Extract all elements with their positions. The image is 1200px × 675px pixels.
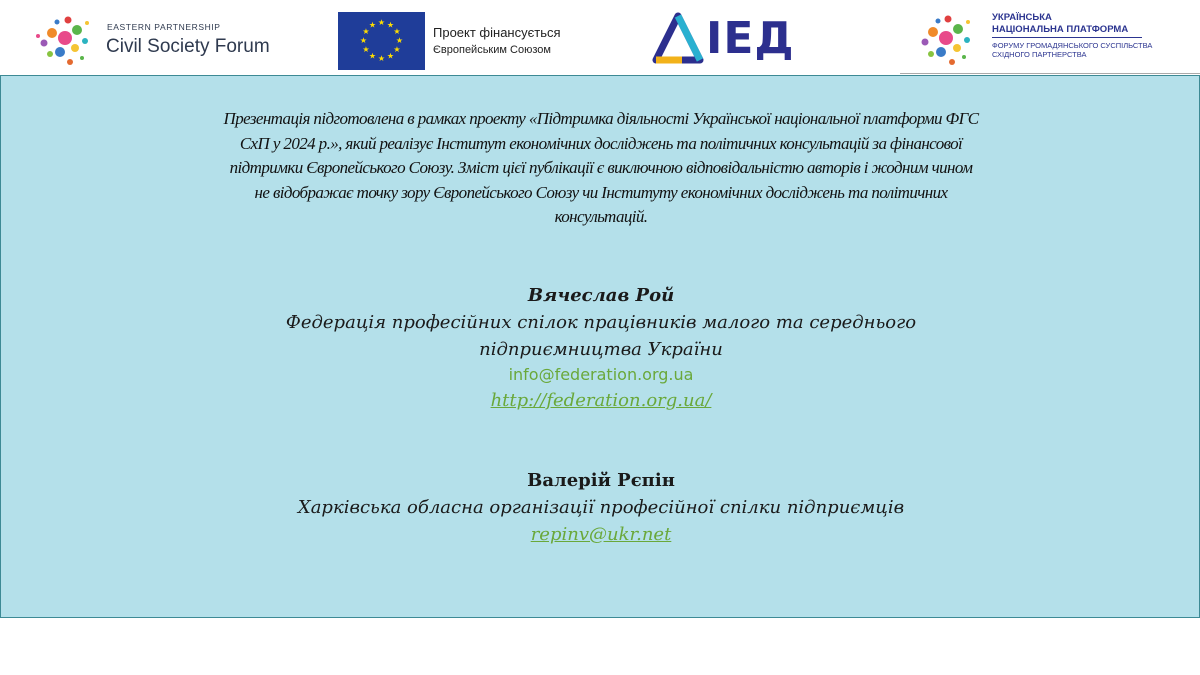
csf-dots-icon [30, 8, 100, 70]
svg-text:★: ★ [377, 54, 386, 63]
svg-text:★: ★ [386, 20, 395, 30]
contact-name: Валерій Рєпін [527, 470, 675, 491]
unp-subtitle [992, 41, 1152, 59]
contact-website-link[interactable]: http://federation.org.ua/ [490, 390, 712, 411]
unp-title-line2: НАЦІОНАЛЬНА ПЛАТФОРМА [992, 24, 1129, 35]
ied-logo [652, 10, 802, 68]
ied-triangle-icon [652, 10, 704, 66]
logo-header [0, 0, 1200, 75]
csf-subtitle: EASTERN PARTNERSHIP [107, 22, 221, 32]
unp-divider [992, 37, 1142, 38]
eu-funding-logo [338, 12, 598, 72]
svg-text:★: ★ [393, 27, 401, 36]
ukrainian-national-platform-logo [910, 4, 1170, 74]
ied-wordmark: ІЕД [706, 13, 795, 64]
csf-title: Civil Society Forum [106, 36, 270, 57]
svg-text:★: ★ [368, 20, 377, 30]
contact-block-roi [151, 283, 1051, 414]
contact-organization-line1: Федерація професійних спілок працівників малого та середнього [285, 312, 917, 333]
header-rule [900, 73, 1200, 74]
contact-organization: Харківська обласна організації професійної спілки підприємців [297, 497, 905, 518]
unp-title-line1: УКРАЇНСЬКА [992, 12, 1052, 23]
svg-text:★: ★ [359, 36, 368, 45]
contact-email-link[interactable]: repinv@ukr.net [530, 524, 672, 545]
eu-flag-icon [338, 12, 425, 70]
svg-text:★: ★ [368, 51, 377, 61]
svg-text:★: ★ [393, 45, 401, 54]
unp-subtitle-line2: СХІДНОГО ПАРТНЕРСТВА [992, 50, 1087, 59]
contact-email-link[interactable]: info@federation.org.ua [508, 365, 694, 384]
svg-text:★: ★ [362, 27, 370, 36]
contact-block-repin [151, 468, 1051, 548]
svg-text:★: ★ [377, 18, 386, 27]
contact-name: Вячеслав Рой [527, 285, 675, 306]
unp-title [992, 12, 1128, 36]
csf-logo [30, 8, 290, 70]
svg-text:★: ★ [362, 45, 370, 54]
svg-text:★: ★ [386, 51, 395, 61]
contact-organization-line2: підприємництва України [479, 339, 723, 360]
svg-text:★: ★ [395, 36, 404, 45]
funding-disclaimer: Презентація підготовлена в рамках проекту «Підтримка діяльності Української національної платформи ФГС СхП у 2024 р.», який реалізує Інститут економічних досліджень та політичних консультацій за фінансової підтримки Європейського Союзу. Зміст цієї публікації є виключною відповідальністю авторів і жодним чином не відображає точку зору Європейського Союзу чи Інституту економічних досліджень та політичних консультацій. [223, 109, 979, 226]
unp-dots-icon [910, 4, 985, 72]
eu-text-line1: Проект фінансується [433, 25, 561, 40]
content-panel [0, 75, 1200, 618]
eu-text-line2: Європейським Союзом [433, 44, 551, 56]
unp-subtitle-line1: ФОРУМУ ГРОМАДЯНСЬКОГО СУСПІЛЬСТВА [992, 41, 1153, 50]
